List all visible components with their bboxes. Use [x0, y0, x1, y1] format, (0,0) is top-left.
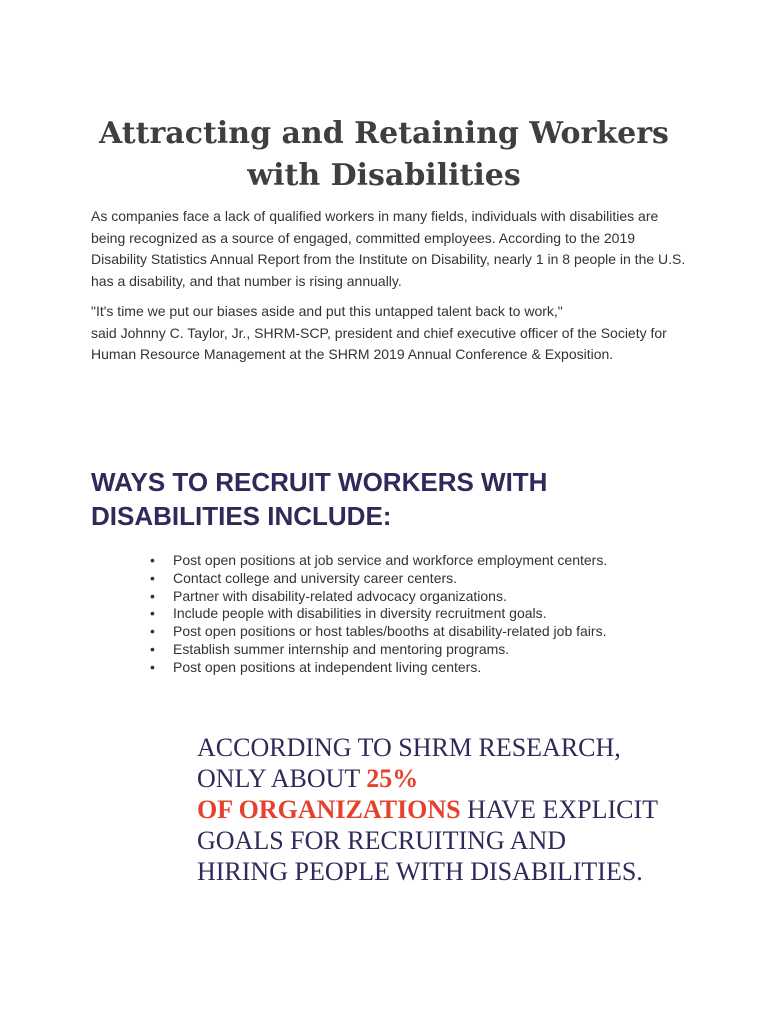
list-item-text: Partner with disability-related advocacy organizations.	[173, 587, 507, 604]
ways-heading	[91, 465, 691, 533]
bullet-icon: •	[150, 605, 155, 622]
page-title	[0, 113, 768, 197]
callout-line-3-text: HAVE EXPLICIT	[460, 795, 659, 824]
page-title-line-2: with Disabilities	[247, 158, 521, 193]
callout-organizations: OF ORGANIZATIONS	[197, 795, 461, 824]
ways-list	[150, 552, 607, 677]
callout-line-4: GOALS FOR RECRUITING AND	[197, 826, 567, 855]
quote-text: "It's time we put our biases aside and put this untapped talent back to work,"	[91, 303, 563, 319]
bullet-icon: •	[150, 658, 155, 675]
ways-heading-line-1: WAYS TO RECRUIT WORKERS WITH	[91, 467, 548, 497]
list-item-text: Include people with disabilities in diversity recruitment goals.	[173, 605, 547, 622]
bullet-icon: •	[150, 623, 155, 640]
bullet-icon: •	[150, 640, 155, 657]
list-item	[150, 570, 607, 588]
list-item	[150, 659, 607, 677]
intro-paragraph: As companies face a lack of qualified workers in many fields, individuals with disabilities are being recognized as a source of engaged, committed employees. According to the 2019 Disability Statistics Annual Report from the Institute on Disability, nearly 1 in 8 people in the U.S. has a disability, and that number is rising annually.	[91, 208, 686, 289]
quote-paragraph	[91, 301, 691, 366]
callout-line-1: ACCORDING TO SHRM RESEARCH,	[197, 733, 621, 762]
bullet-icon: •	[150, 552, 155, 568]
bullet-icon: •	[150, 587, 155, 604]
list-item-text: Contact college and university career centers.	[173, 569, 458, 586]
callout-line-2-text: ONLY ABOUT	[197, 764, 367, 793]
list-item-text: Post open positions or host tables/booths at disability-related job fairs.	[173, 623, 607, 640]
list-item	[150, 641, 607, 659]
list-item	[150, 588, 607, 606]
callout-line-5: HIRING PEOPLE WITH DISABILITIES.	[197, 857, 643, 886]
research-callout	[197, 732, 737, 887]
page-title-line-1: Attracting and Retaining Workers	[99, 116, 669, 151]
list-item	[150, 605, 607, 623]
bullet-icon: •	[150, 569, 155, 586]
list-item-text: Post open positions at independent living centers.	[173, 658, 482, 675]
list-item	[150, 623, 607, 641]
list-item	[150, 552, 607, 570]
quote-attribution: said Johnny C. Taylor, Jr., SHRM-SCP, president and chief executive officer of the Society for Human Resource Management at the SHRM 2019 Annual Conference & Exposition.	[91, 324, 667, 362]
ways-heading-line-2: DISABILITIES INCLUDE:	[91, 501, 392, 531]
callout-percentage: 25%	[366, 764, 419, 793]
list-item-text: Post open positions at job service and workforce employment centers.	[173, 552, 608, 568]
list-item-text: Establish summer internship and mentoring programs.	[173, 640, 510, 657]
